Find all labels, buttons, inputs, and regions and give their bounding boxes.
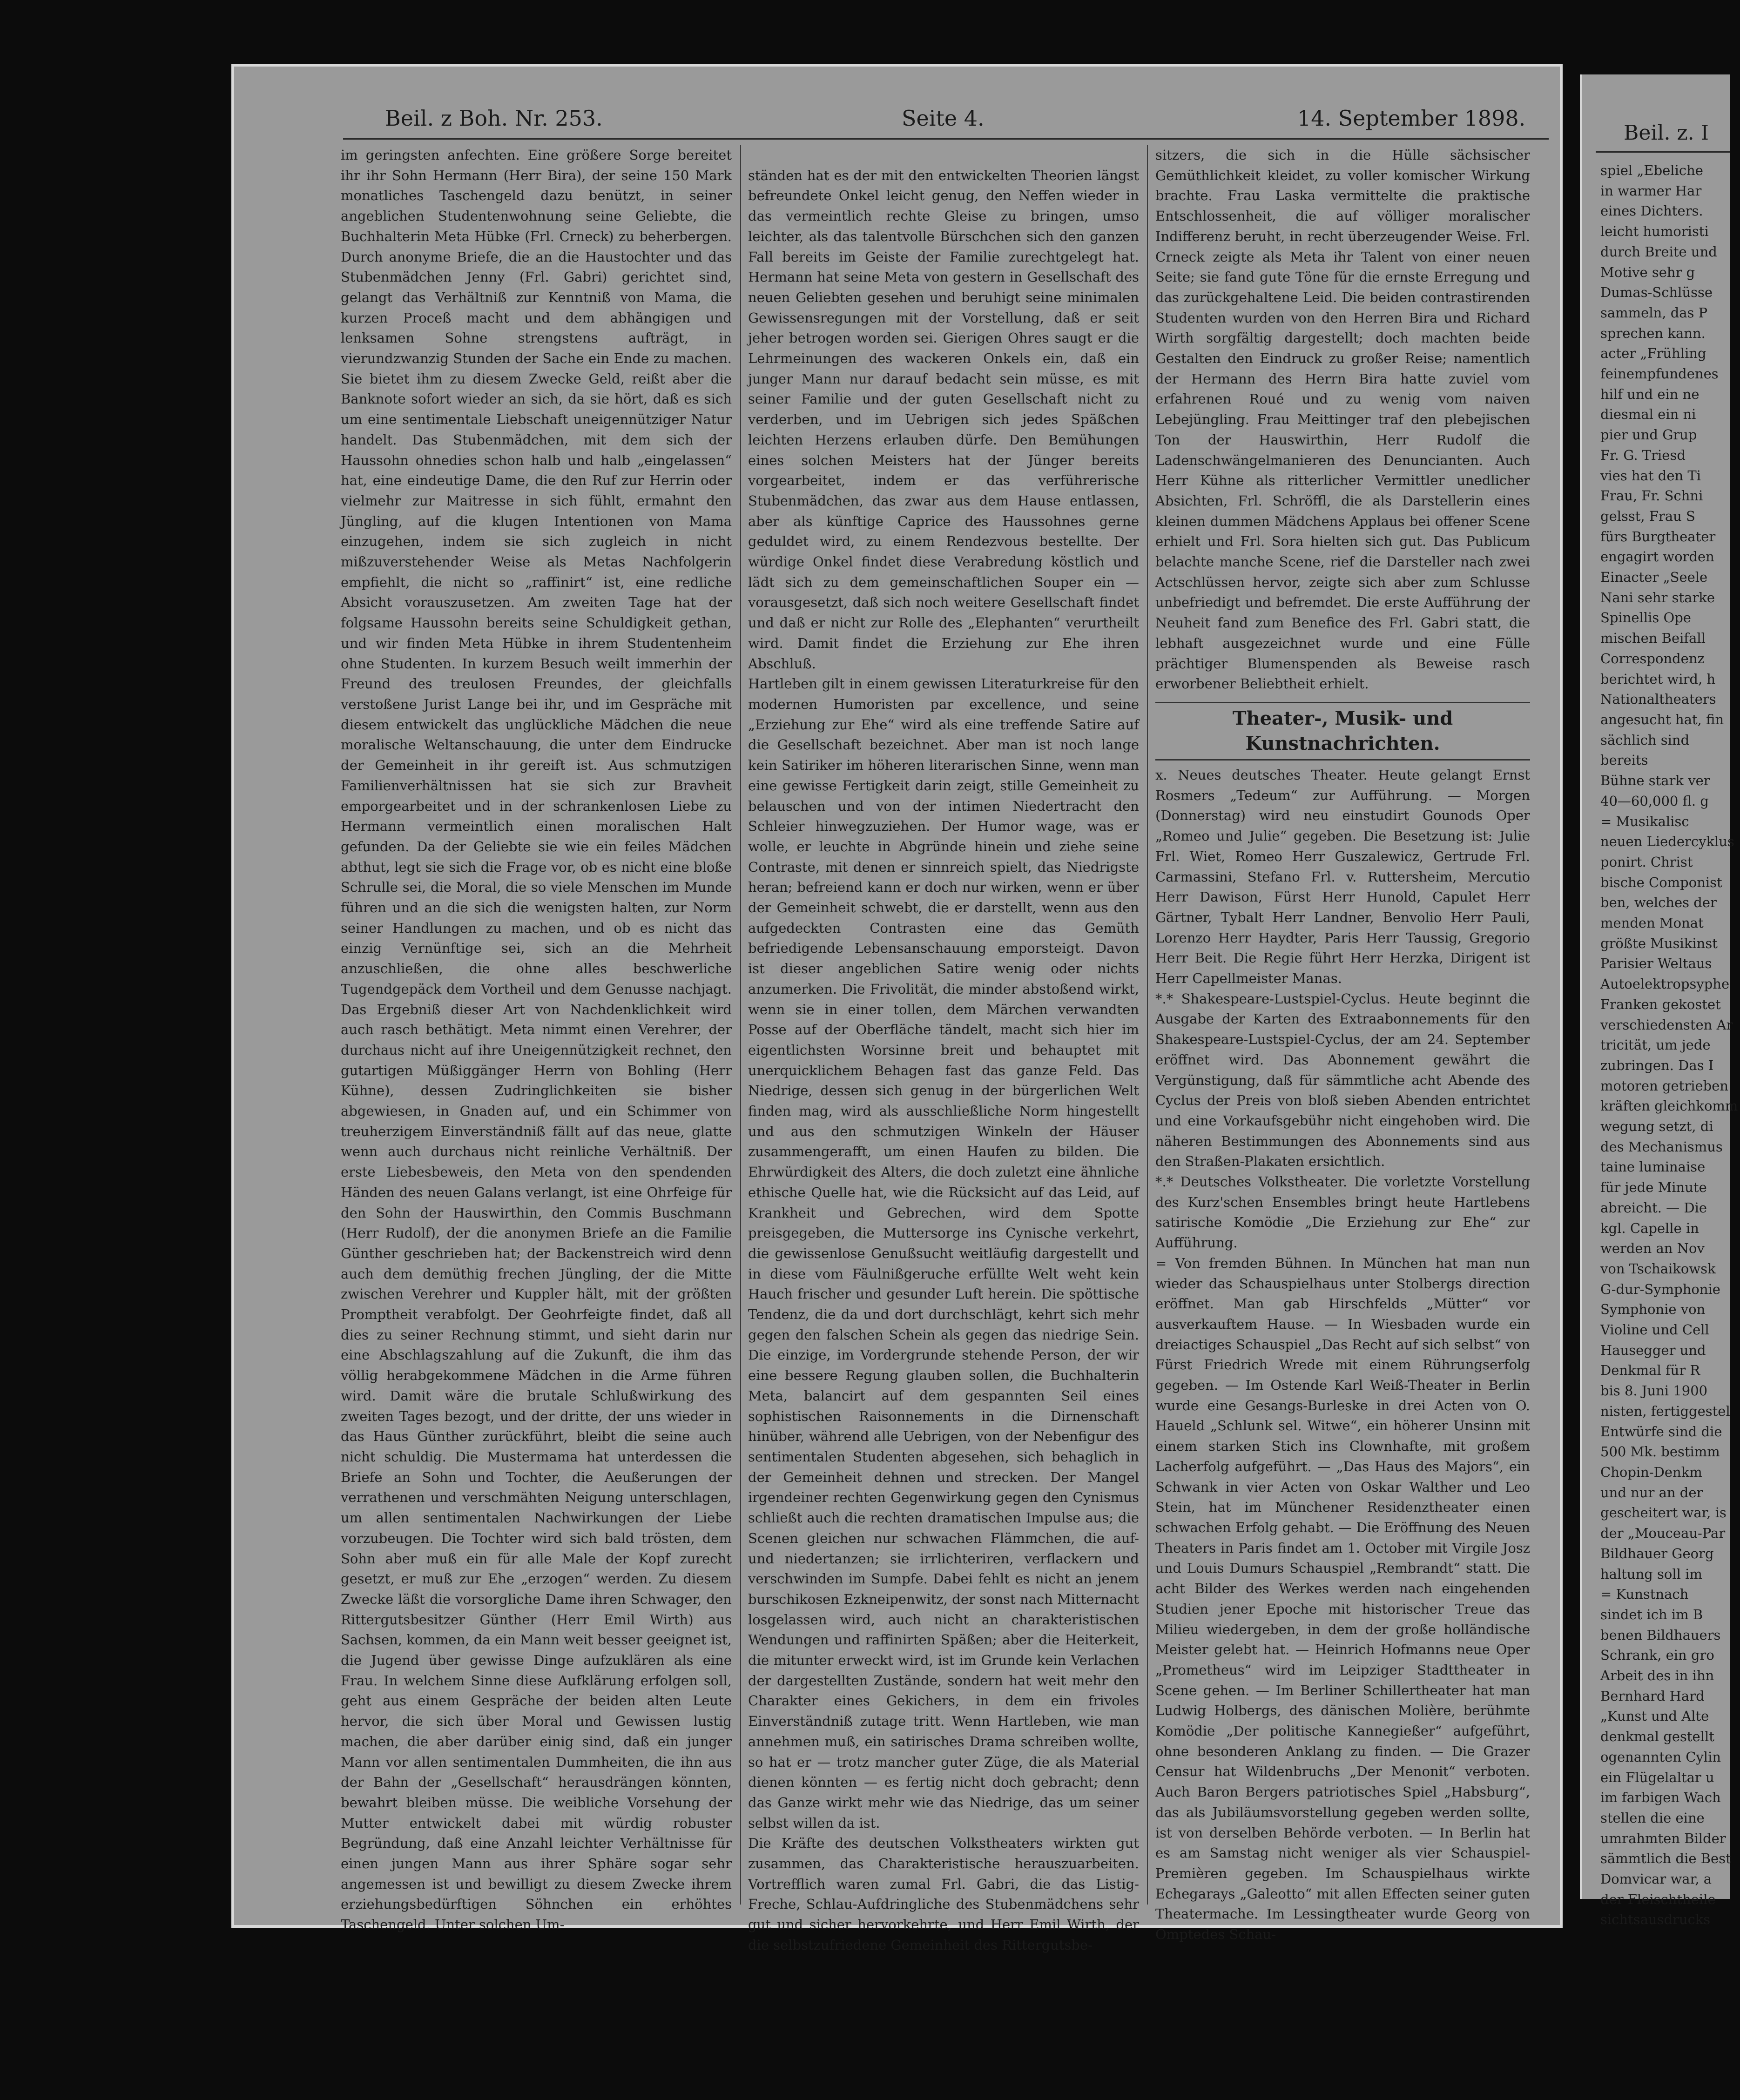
adjacent-page-text: spiel „Ebeliche in warmer Har eines Dichters. leicht humoristi durch Breite und Motive sehr g Dumas-Schlüsse sammeln, das P sprechen kann. acter „Frühling feinempfundenes hilf und ein ne diesmal ein ni pier und Grup Fr. G. Triesd vies hat den Ti Frau, Fr. Schni gelsst, Frau S fürs Burgtheater engagirt worden Einacter „Seele Nani sehr starke Spinellis Ope mischen Beifall Correspondenz berichtet wird, h Nationaltheaters angesucht hat, fin sächlich sind bereits Bühne stark ver 40—60,000 fl. g = Musikalisc neuen Liedercyklus ponirt. Christ bische Componist ben, welches der menden Monat größte Musikinst Parisier Weltaus Autoelektropsyphe Franken gekostet verschiedensten Ar tricität, um jede zubringen. Das I motoren getrieben kräften gleichkomm wegung setzt, di des Mechanismus taine luminaise für jede Minute abreicht. — Die kgl. Capelle in werden an Nov von Tschaikowsk G-dur-Symphonie Symphonie von Violine und Cell Hausegger und Denkmal für R bis 8. Juni 1900 nisten, fertiggestel Entwürfe sind die 500 Mk. bestimm Chopin-Denkm und nur an der gescheitert war, is der „Mouceau-Par Bildhauer Georg haltung soll im = Kunstnach sindet ich im B benen Bildhauers Schrank, ein gro Arbeit des in ihn Bernhard Hard „Kunst und Alte denkmal gestellt ogenannten Cylin ein Flügelaltar u im farbigen Wach stellen die eine umrahmten Bilder sämmtlich die Best Domvicar war, a der Fleischtheile sichtsausdrucks [1600,162,1738,1928]
text-column-1 [341,145,732,1933]
header-page-number: Seite 4. [902,106,985,131]
header-rule [343,138,1549,140]
text-column-2 [748,145,1139,1953]
column-3-review-end: sitzers, die sich in die Hülle sächsischer Gemüthlichkeit kleidet, zu voller komischer Wirkung brachte. Frau Laska vermittelte die praktische Entschlossenheit, die auf völliger moralischer Indifferenz beruht, in recht überzeugender Weise. Frl. Crneck zeigte als Meta ihr Talent von einer neuen Seite; sie fand gute Töne für die ernste Erregung und das zurückgehaltene Leid. Die beiden contrastirenden Studenten wurden von den Herren Bira und Richard Wirth sorgfältig dargestellt; doch machten beide Gestalten den Eindruck zu großer Reise; namentlich der Hermann des Herrn Bira hatte zuviel vom erfahrenen Roué und zu wenig vom naiven Lebejüngling. Frau Meittinger traf den plebejischen Ton der Hauswirthin, Herr Rudolf die Ladenschwängelmanieren des Denuncianten. Auch Herr Kühne als ritterlicher Vermittler unedlicher Absichten, Frl. Schröffl, die als Darstellerin eines kleinen dummen Mädchens Applaus bei offener Scene erhielt und Frl. Sora hielten sich gut. Das Publicum belachte manche Scene, rief die Darsteller nach zwei Actschlüssen hervor, zeigte sich aber zum Schlusse unbefriedigt und befremdet. Die erste Aufführung der Neuheit fand zum Benefice des Frl. Gabri statt, die lebhaft ausgezeichnet wurde und eine Fülle prächtiger Blumenspenden als Beweise rasch erworbener Beliebtheit erhielt. [1155,147,1530,692]
column-2-text: ständen hat es der mit den entwickelten Theorien längst befreundete Onkel leicht genug, den Neffen wieder in das vermeintlich rechte Gleise zu bringen, umso leichter, als das talentvolle Bürschchen sich den ganzen Fall bereits im Geiste der Familie zurechtgelegt hat. Hermann hat seine Meta von gestern in Gesellschaft des neuen Geliebten gesehen und beruhigt seine minimalen Gewissensregungen mit der Vorstellung, daß er seit jeher betrogen worden sei. Gierigen Ohres saugt er die Lehrmeinungen des wackeren Onkels ein, daß ein junger Mann nur darauf bedacht sein müsse, es mit seiner Familie und der guten Gesellschaft nicht zu verderben, und im Uebrigen sich jedes Späßchen leichten Herzens erlauben dürfe. Den Bemühungen eines solchen Meisters hat der Jünger bereits vorgearbeitet, indem er das verführerische Stubenmädchen, das zwar aus dem Hause entlassen, aber als künftige Caprice des Haussohnes gerne geduldet wird, zu einem Rendezvous bestellte. Der würdige Onkel findet diese Verabredung köstlich und lädt sich zu dem gemeinschaftlichen Souper ein — vorausgesetzt, daß sich noch weitere Gesellschaft findet und daß er nicht zur Rolle des „Elephanten“ verurtheilt wird. Damit findet die Erziehung zur Ehe ihren Abschluß. Hartleben gilt in einem gewissen Literaturkreise für den modernen Humoristen par excellence, und seine „Erziehung zur Ehe“ wird als eine treffende Satire auf die Gesellschaft bezeichnet. Aber man ist noch lange kein Satiriker im höheren literarischen Sinne, wenn man eine gewisse Fertigkeit darin zeigt, stille Gemeinheit zu belauschen und von der intimen Niedertracht den Schleier hinwegzuziehen. Der Humor wage, was er wolle, er leuchte in Abgründe hinein und ziehe seine Contraste, mit denen er sinnreich spielt, das Niedrigste heran; befreiend kann er doch nur wirken, wenn er über der Gemeinheit schwebt, die er darstellt, wenn aus den aufgedeckten Contrasten eine das Gemüth befriedigende Lebensanschauung emporsteigt. Davon ist dieser angeblichen Satire wenig oder nichts anzumerken. Die Frivolität, die minder abstoßend wirkt, wenn sie in einer tollen, dem Märchen verwandten Posse auf der Oberfläche tändelt, macht sich hier im eigentlichsten Worsinne breit und behauptet mit unerquicklichem Behagen fast das ganze Feld. Das Niedrige, dessen sich genug in der bürgerlichen Welt finden mag, wird als ausschließliche Norm hingestellt und aus den schmutzigen Winkeln der Häuser zusammengerafft, um einen Haufen zu bilden. Die Ehrwürdigkeit des Alters, die doch zuletzt eine ähnliche ethische Quelle hat, wie die Rücksicht auf das Leid, auf Krankheit und Gebrechen, wird dem Spotte preisgegeben, die Muttersorge ins Cynische verkehrt, die gewissenlose Genußsucht weitläufig dargestellt und in diese vom Fäulnißgeruche erfüllte Welt weht kein Hauch frischer und gesunder Luft herein. Die spöttische Tendenz, die da und dort durchschlägt, kehrt sich mehr gegen den falschen Schein als gegen das niedrige Sein. Die einzige, im Vordergrunde stehende Person, der wir eine bessere Regung glauben sollen, die Buchhalterin Meta, balancirt auf dem gespannten Seil eines sophistischen Raisonnements in die Dirnenschaft hinüber, während alle Uebrigen, von der Nebenfigur des sentimentalen Studenten abgesehen, sich behaglich in der Gemeinheit dehnen und strecken. Der Mangel irgendeiner rechten Gegenwirkung gegen den Cynismus schließt auch die rechten dramatischen Impulse aus; die Scenen gleichen nur schwachen Flämmchen, die auf- und niedertanzen; sie irrlichteriren, verflackern und verschwinden im Sumpfe. Dabei fehlt es nicht an jenem burschikosen Ezkneipenwitz, der sonst nach Mitternacht losgelassen wird, auch nicht an charakteristischen Wendungen und raffinirten Späßen; aber die Heiterkeit, die mitunter erweckt wird, ist im Grunde kein Verlachen der dargestellten Zustände, sondern hat weit mehr den Charakter eines Gekichers, in dem ein frivoles Einverständniß zutage tritt. Wenn Hartleben, wie man annehmen muß, ein satirisches Drama schreiben wollte, so hat er — trotz mancher guter Züge, die als Material dienen könnten — es fertig nicht doch gebracht; denn das Ganze wirkt mehr wie das Niedrige, das um seiner selbst willen da ist. Die Kräfte des deutschen Volkstheaters wirkten gut zusammen, das Charakteristische herauszuarbeiten. Vortrefflich waren zumal Frl. Gabri, die das Listig-Freche, Schlau-Aufdringliche des Stubenmädchens sehr gut und sicher hervorkehrte, und Herr Emil Wirth, der die selbstzufriedene Gemeinheit des Rittergutsbe- [748,167,1139,1953]
column-3-news: x. Neues deutsches Theater. Heute gelangt Ernst Rosmers „Tedeum“ zur Aufführung. — Morgen (Donnerstag) wird neu einstudirt Gounods Oper „Romeo und Julie“ gegeben. Die Besetzung ist: Julie Frl. Wiet, Romeo Herr Guszalewicz, Gertrude Frl. Carmassini, Stefano Frl. v. Ruttersheim, Mercutio Herr Dawison, Fürst Herr Hunold, Capulet Herr Gärtner, Tybalt Herr Landner, Benvolio Herr Pauli, Lorenzo Herr Haydter, Paris Herr Taussig, Gregorio Herr Beit. Die Regie führt Herr Herzka, Dirigent ist Herr Capellmeister Manas. *.* Shakespeare-Lustspiel-Cyclus. Heute beginnt die Ausgabe der Karten des Extraabonnements für den Shakespeare-Lustspiel-Cyclus, der am 24. September eröffnet wird. Das Abonnement gewährt die Vergünstigung, daß für sämmtliche acht Abende des Cyclus der Preis von bloß sieben Abenden entrichtet und eine Vorkaufsgebühr nicht eingehoben wird. Die näheren Bestimmungen des Abonnements sind aus den Straßen-Plakaten ersichtlich. *.* Deutsches Volkstheater. Die vorletzte Vorstellung des Kurz'schen Ensembles bringt heute Hartlebens satirische Komödie „Die Erziehung zur Ehe“ zur Aufführung. = Von fremden Bühnen. In München hat man nun wieder das Schauspielhaus unter Stolbergs direction eröffnet. Man gab Hirschfelds „Mütter“ vor ausverkauftem Hause. — In Wiesbaden wurde ein dreiactiges Schauspiel „Das Recht auf sich selbst“ von Fürst Friedrich Wrede mit einem Rührungserfolg gegeben. — Im Ostende Karl Weiß-Theater in Berlin wurde eine Gesangs-Burleske in drei Acten von O. Haueld „Schlunk sel. Witwe“, ein höherer Unsinn mit einem starken Stich ins Clownhafte, mit großem Lacherfolg aufgeführt. — „Das Haus des Majors“, ein Schwank in vier Acten von Oskar Walther und Leo Stein, hat im Münchener Residenztheater einen schwachen Erfolg gehabt. — Die Eröffnung des Neuen Theaters in Paris findet am 1. October mit Virgile Josz und Louis Dumurs Schauspiel „Rembrandt“ statt. Die acht Bilder des Werkes werden nach eingehenden Studien jener Epoche mit historischer Treue das Milieu wiedergeben, in dem der große holländische Meister gelebt hat. — Heinrich Hofmanns neue Oper „Prometheus“ wird im Leipziger Stadttheater in Scene gehen. — Im Berliner Schillertheater hat man Ludwig Holbergs, des dänischen Molière, berühmte Komödie „Der politische Kannegießer“ aufgeführt, ohne besonderen Anklang zu finden. — Die Grazer Censur hat Wildenbruchs „Der Menonit“ verboten. Auch Baron Bergers patriotisches Spiel „Habsburg“, das als Jubiläumsvorstellung gegeben werden sollte, ist von derselben Behörde verboten. — In Berlin hat es am Samstag nicht weniger als vier Schauspiel-Premièren gegeben. Im Schauspielhaus wirkte Echegarays „Galeotto“ mit allen Effecten seiner guten Theatermache. Im Lessingtheater wurde Georg von Omptedes Schau- [1155,767,1530,1943]
text-column-3 [1155,145,1530,1943]
column-divider-2 [1147,145,1148,1905]
header-date: 14. September 1898. [1297,106,1526,131]
newspaper-page [231,64,1563,1953]
column-divider-1 [740,145,741,1905]
header-issue: Beil. z Boh. Nr. 253. [385,106,603,131]
section-heading-theatre-news: Theater-, Musik- und Kunstnachrichten. [1155,702,1530,761]
column-1-text: im geringsten anfechten. Eine größere Sorge bereitet ihr ihr Sohn Hermann (Herr Bira), der seine 150 Mark monatliches Taschengeld dazu benützt, in seiner angeblichen Studentenwohnung seine Geliebte, die Buchhalterin Meta Hübke (Frl. Crneck) zu beherbergen. Durch anonyme Briefe, die an die Haustochter und das Stubenmädchen Jenny (Frl. Gabri) gerichtet sind, gelangt das Verhältniß zur Kenntniß von Mama, die kurzen Proceß macht und dem abhängigen und lenksamen Sohne strengstens aufträgt, in vierundzwanzig Stunden der Sache ein Ende zu machen. Sie bietet ihm zu diesem Zwecke Geld, reißt aber die Banknote sofort wieder an sich, da sie hört, daß es sich um eine sentimentale Liebschaft uneigennütziger Natur handelt. Das Stubenmädchen, mit dem sich der Haussohn ohnedies schon halb und halb „eingelassen“ hat, eine eindeutige Dame, die den Ruf zur Herrin oder vielmehr zur Maitresse in sich fühlt, ermahnt den Jüngling, auf die klugen Intentionen von Mama einzugehen, indem sie sich zugleich in nicht mißzuverstehender Weise als Metas Nachfolgerin empfiehlt, die nicht so „raffinirt“ ist, eine redliche Absicht vorauszusetzen. Am zweiten Tage hat der folgsame Haussohn bereits seine Schuldigkeit gethan, und wir finden Meta Hübke in ihrem Studentenheim ohne Studenten. In kurzem Besuch weilt immerhin der Freund des treulosen Freundes, der gleichfalls verstoßene Jurist Lange bei ihr, und im Gespräche mit diesem entwickelt das unglückliche Mädchen die neue moralische Weltanschauung, die unter dem Eindrucke der Gemeinheit in ihr gereift ist. Aus schmutzigen Familienverhältnissen hat sie sich zur Bravheit emporgearbeitet und in der schrankenlosen Liebe zu Hermann vermeintlich einen moralischen Halt gefunden. Da der Geliebte sie wie ein feiles Mädchen abthut, legt sie sich die Frage vor, ob es nicht eine bloße Schrulle sei, die Moral, die so viele Menschen im Munde führen und an die sich die wenigsten halten, zur Norm seiner Handlungen zu machen, und ob es nicht das einzig Vernünftige sei, sich an die Mehrheit anzuschließen, die ohne alles beschwerliche Tugendgepäck dem Vortheil und dem Genusse nachjagt. Das Ergebniß dieser Art von Nachdenklichkeit wird auch rasch bethätigt. Meta nimmt einen Verehrer, der durchaus nicht auf ihre Uneigennützigkeit rechnet, den gutartigen Müßiggänger Herrn von Bohling (Herr Kühne), dessen Zudringlichkeiten sie bisher abgewiesen, in Gnaden auf, und ein Schimmer von treuherzigem Einverständniß fällt auf das neue, glatte wenn auch durchaus nicht reinliche Verhältniß. Der erste Liebesbeweis, den Meta von den spendenden Händen des neuen Galans verlangt, ist eine Ohrfeige für den Sohn der Hauswirthin, den Commis Buschmann (Herr Rudolf), der die anonymen Briefe an die Familie Günther geschrieben hat; der Backenstreich wird denn auch dem demüthig frechen Jüngling, der die Mitte zwischen Verehrer und Kuppler hält, mit der größten Promptheit verabfolgt. Der Geohrfeigte findet, daß all dies zu seiner Rechnung stimmt, und sieht darin nur eine Abschlagszahlung auf die Zukunft, die ihm das völlig herabgekommene Mädchen in die Arme führen wird. Damit wäre die brutale Schlußwirkung des zweiten Tages bezogt, und der dritte, der uns wieder in das Haus Günther zurückführt, bleibt die seine auch nicht schuldig. Die Mustermama hat unterdessen die Briefe an Sohn und Tochter, die Aeußerungen der verrathenen und verschmähten Neigung unterschlagen, um allen sentimentalen Nachwirkungen der Liebe vorzubeugen. Die Tochter wird sich bald trösten, dem Sohn aber muß ein für alle Male der Kopf zurecht gesetzt, er muß zur Ehe „erzogen“ werden. Zu diesem Zwecke läßt die vorsorgliche Dame ihren Schwager, den Rittergutsbesitzer Günther (Herr Emil Wirth) aus Sachsen, kommen, da ein Mann weit besser geeignet ist, die Jugend über gewisse Dinge aufzuklären als eine Frau. In welchem Sinne diese Aufklärung erfolgen soll, geht aus einem Gespräche der beiden alten Leute hervor, die sich über Moral und Gewissen lustig machen, die aber darüber einig sind, daß ein junger Mann vor allen sentimentalen Dummheiten, die ihn aus der Bahn der „Gesellschaft“ herausdrängen könnten, bewahrt bleiben müsse. Die weibliche Vorsehung der Mutter entwickelt dabei mit würdig robuster Begründung, daß eine Anzahl leichter Verhältnisse für einen jungen Mann aus ihrer Sphäre sogar sehr angemessen ist und bewilligt zu diesem Zwecke ihrem erziehungsbedürftigen Söhnchen ein erhöhtes Taschengeld. Unter solchen Um- [341,147,732,1933]
adjacent-page-header: Beil. z. I [1624,121,1709,145]
adjacent-page-fragment [1580,74,1738,1928]
adjacent-page-rule [1596,151,1730,153]
